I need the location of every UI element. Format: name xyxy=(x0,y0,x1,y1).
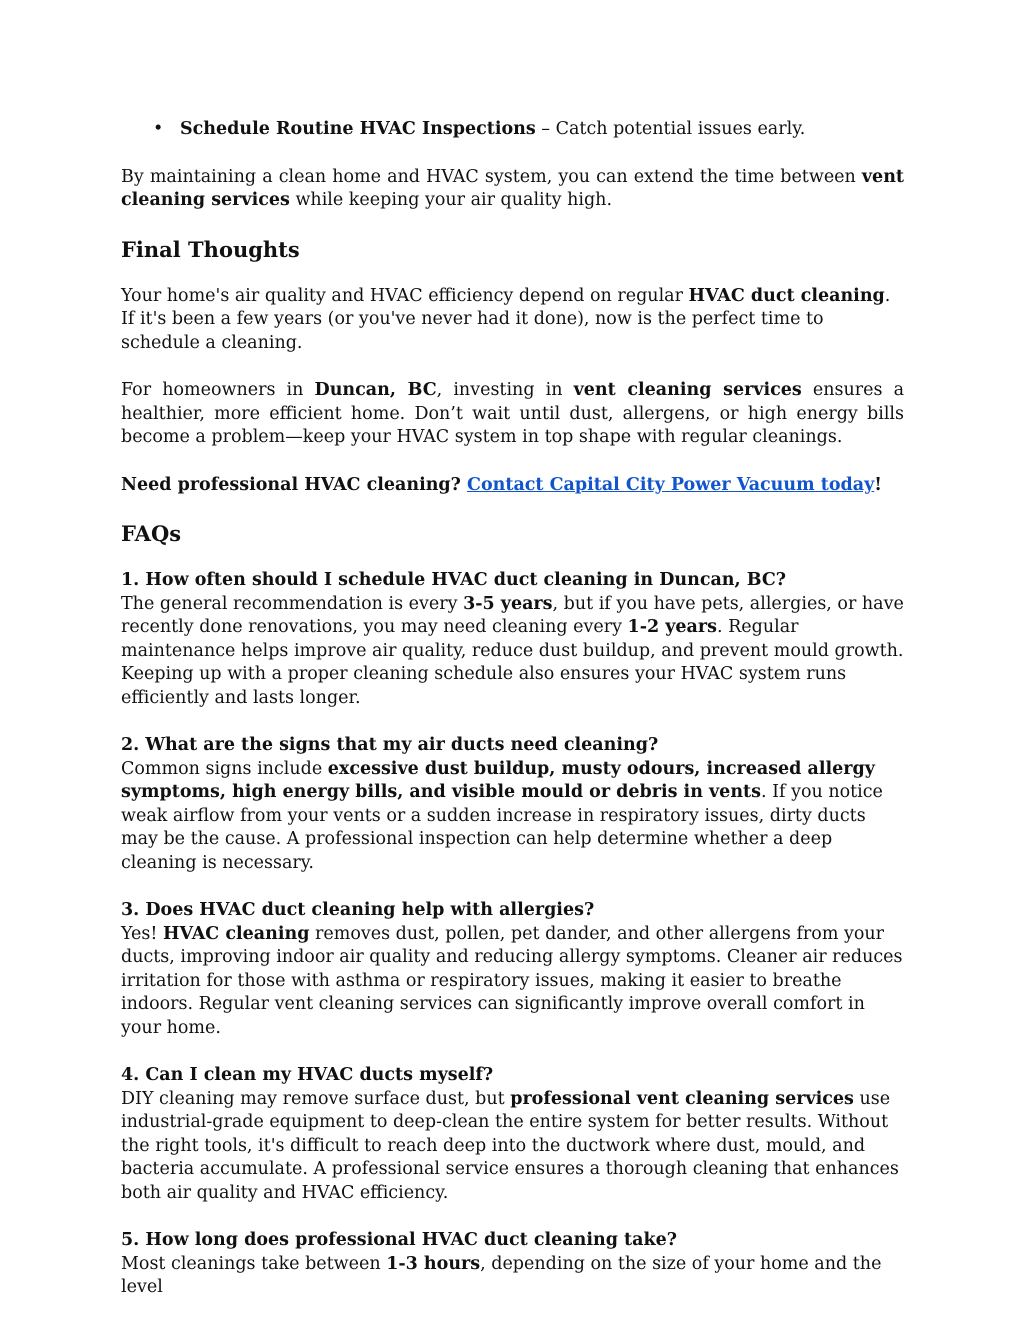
cta-bold: Need professional HVAC cleaning? xyxy=(121,474,468,495)
final-p2-text-1: For homeowners in xyxy=(121,380,315,400)
final-p2-text-3: ensures a healthier, more efficient home. Don’t wait until dust, allergens, or high energy bills become a problem—keep your HVAC system in top shape with regular cleanings. xyxy=(121,380,905,447)
final-paragraph-1 xyxy=(121,285,904,356)
faq-item-4 xyxy=(121,1064,904,1205)
bullet-item-inspections xyxy=(121,118,904,142)
faq-4-text-2: use industrial-grade equipment to deep-clean the entire system for better results. Without the right tools, it's difficult to reach deep into the ductwork where dust, mould, and bacteria accumulate. A professional service ensures a thorough cleaning that enhances both air quality and HVAC efficiency. xyxy=(121,1088,899,1203)
faq-1-bold-1: 3-5 years xyxy=(463,593,553,614)
faq-item-2 xyxy=(121,734,904,875)
faq-question-1: 1. How often should I schedule HVAC duct cleaning in Duncan, BC? xyxy=(121,570,787,590)
faqs-heading: FAQs xyxy=(121,521,182,546)
faq-1-bold-2: 1-2 years xyxy=(627,617,717,637)
maintain-text-1: By maintaining a clean home and HVAC system, you can extend the time between xyxy=(121,166,862,187)
faq-3-text-2: removes dust, pollen, pet dander, and other allergens from your ducts, improving indoor air quality and reducing allergy symptoms. Cleaner air reduces irritation for those with asthma or respiratory issues, making it easier to breathe indoors. Regular vent cleaning services can significantly improve overall comfort in your home. xyxy=(121,923,903,1038)
faq-question-5: 5. How long does professional HVAC duct cleaning take? xyxy=(121,1230,677,1250)
faq-4-text-1: DIY cleaning may remove surface dust, but xyxy=(121,1088,511,1109)
faq-1-text-3: . Regular maintenance helps improve air quality, reduce dust buildup, and prevent mould growth. Keeping up with a proper cleaning schedule also ensures your HVAC system runs efficiently and lasts longer. xyxy=(121,617,904,708)
faq-item-1 xyxy=(121,569,904,710)
final-p1-bold-1: HVAC duct cleaning xyxy=(688,285,885,306)
final-p2-bold-2: vent cleaning services xyxy=(573,380,802,400)
document-page xyxy=(121,118,904,1324)
faq-2-bold-1: excessive dust buildup, musty odours, increased allergy symptoms, high energy bills, and visible mould or debris in vents xyxy=(121,758,875,802)
faq-item-5 xyxy=(121,1229,904,1300)
faq-4-bold-1: professional vent cleaning services xyxy=(510,1088,854,1109)
faq-3-bold-1: HVAC cleaning xyxy=(162,923,310,944)
faq-item-3 xyxy=(121,899,904,1040)
faq-question-4: 4. Can I clean my HVAC ducts myself? xyxy=(121,1065,494,1085)
cta-paragraph xyxy=(121,474,904,498)
final-p2-text-2: , investing in xyxy=(436,380,574,400)
faq-question-2: 2. What are the signs that my air ducts need cleaning? xyxy=(121,735,659,755)
faq-question-3: 3. Does HVAC duct cleaning help with allergies? xyxy=(121,900,595,920)
maintain-paragraph xyxy=(121,166,904,213)
final-paragraph-2 xyxy=(121,379,904,450)
faq-1-text-1: The general recommendation is every xyxy=(121,593,464,614)
faq-3-text-1: Yes! xyxy=(121,923,163,944)
bullet-dot-icon: • xyxy=(153,119,164,139)
final-thoughts-heading: Final Thoughts xyxy=(121,236,300,262)
bullet-text: – Catch potential issues early. xyxy=(535,119,806,139)
maintain-bold-1: vent cleaning services xyxy=(121,166,904,210)
final-p1-text-2: . If it's been a few years (or you've never had it done), now is the perfect time to schedule a cleaning. xyxy=(121,285,891,353)
final-p1-text-1: Your home's air quality and HVAC efficiency depend on regular xyxy=(121,285,689,306)
faq-5-bold-1: 1-3 hours xyxy=(386,1253,481,1274)
cta-end: ! xyxy=(874,474,882,495)
bullet-bold: Schedule Routine HVAC Inspections xyxy=(180,119,536,139)
faq-1-text-2: , but if you have pets, allergies, or have recently done renovations, you may need cleaning every xyxy=(121,593,904,637)
faq-2-text-2: . If you notice weak airflow from your vents or a sudden increase in respiratory issues, dirty ducts may be the cause. A professional inspection can help determine whether a deep cleaning is necessary. xyxy=(121,782,883,873)
faq-5-text-1: Most cleanings take between xyxy=(121,1253,387,1274)
faq-2-text-1: Common signs include xyxy=(121,758,328,779)
faq-5-text-2: , depending on the size of your home and the level xyxy=(121,1253,882,1297)
contact-link[interactable]: Contact Capital City Power Vacuum today xyxy=(467,474,875,495)
final-p2-bold-1: Duncan, BC xyxy=(314,380,437,400)
maintain-text-2: while keeping your air quality high. xyxy=(289,190,613,210)
